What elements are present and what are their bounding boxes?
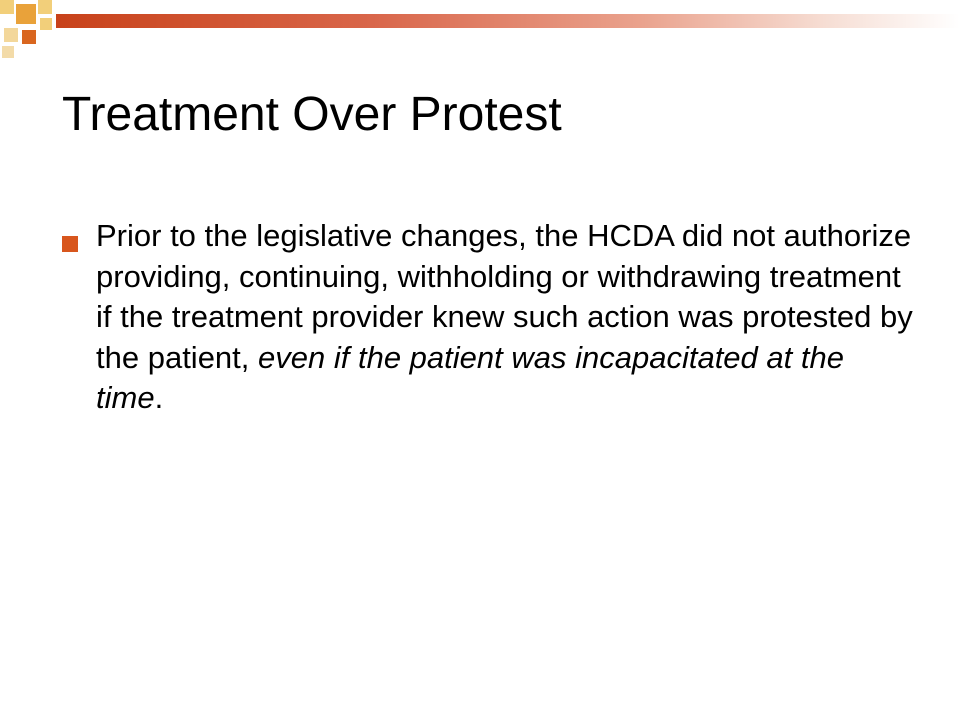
decorative-square bbox=[38, 0, 52, 14]
slide-title: Treatment Over Protest bbox=[62, 88, 562, 141]
bullet-text-end: . bbox=[154, 380, 164, 415]
decorative-square bbox=[16, 4, 36, 24]
bullet-text-italic: even if the patient was incapacitated at the time bbox=[96, 339, 844, 415]
decorative-square bbox=[2, 46, 14, 58]
bullet-text bbox=[96, 216, 916, 419]
decorative-gradient-bar bbox=[56, 14, 960, 28]
bullet-text-normal: Prior to the legislative changes, the HCDA did not authorize providing, continuing, withholding or withdrawing treatment if the treatment provider knew such action was protested by the patient, bbox=[96, 218, 913, 375]
decorative-square bbox=[22, 30, 36, 44]
decorative-square bbox=[40, 18, 52, 30]
bullet-item bbox=[62, 216, 922, 419]
bullet-square-icon bbox=[62, 236, 78, 252]
decorative-square bbox=[0, 0, 14, 14]
decorative-square bbox=[4, 28, 18, 42]
